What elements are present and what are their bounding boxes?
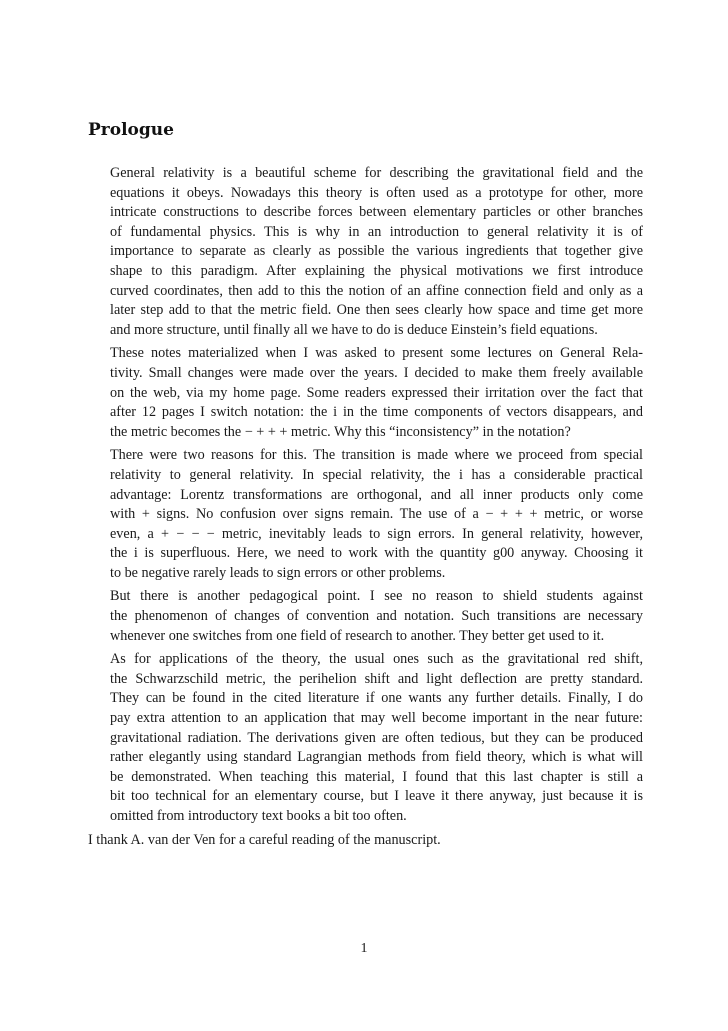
text-line: gravitational radiation. The derivations given are often tedious, but they can be produced: [110, 729, 643, 746]
section-heading: Prologue: [88, 120, 174, 140]
text-line: I thank A. van der Ven for a careful reading of the manuscript.: [88, 831, 441, 848]
text-line: even, a + − − − metric, inevitably leads to sign errors. In general relativity, however,: [110, 525, 643, 542]
text-line: to be negative rarely leads to sign errors or other problems.: [110, 564, 446, 581]
text-line: They can be found in the cited literature if one wants any further details. Finally, I do: [110, 690, 643, 707]
text-line: the phenomenon of changes of convention and notation. Such transitions are necessary: [110, 608, 643, 625]
text-line: relativity to general relativity. In special relativity, the i has a considerable practical: [110, 466, 643, 483]
paragraph-1: [88, 164, 643, 340]
text-line: curved coordinates, then add to this the notion of an affine connection field and only as a: [110, 282, 643, 299]
paragraph-5: [88, 650, 643, 826]
text-line: with + signs. No confusion over signs remain. The use of a − + + + metric, or worse: [110, 506, 643, 523]
text-line: pay extra attention to an application that may well become important in the near future:: [110, 710, 643, 727]
text-line: of fundamental physics. This is why in an introduction to general relativity it is of: [110, 223, 643, 240]
text-line: There were two reasons for this. The transition is made where we proceed from special: [110, 447, 643, 464]
text-line: after 12 pages I switch notation: the i in the time components of vectors disappears, and: [110, 404, 643, 421]
text-line: later step add to that the metric field. One then sees clearly how space and time get more: [110, 302, 643, 319]
text-line: rather elegantly using standard Lagrangian methods from field theory, which is what will: [110, 749, 643, 766]
text-line: tivity. Small changes were made over the years. I decided to make them freely available: [110, 364, 643, 381]
text-line: equations it obeys. Nowadays this theory is often used as a prototype for other, more: [110, 184, 643, 201]
text-line: whenever one switches from one field of research to another. They better get used to it.: [110, 627, 605, 644]
text-line: These notes materialized when I was asked to present some lectures on General Rela-: [110, 345, 643, 362]
text-line: omitted from introductory text books a bit too often.: [110, 808, 407, 824]
text-line: and more structure, until finally all we have to do is deduce Einstein’s field equations.: [110, 321, 598, 338]
text-line: the Schwarzschild metric, the perihelion shift and light deflection are pretty standard.: [110, 670, 643, 687]
text-line: the metric becomes the − + + + metric. Why this “inconsistency” in the notation?: [110, 423, 571, 440]
text-line: General relativity is a beautiful scheme for describing the gravitational field and the: [110, 165, 643, 181]
text-line: be demonstrated. When teaching this material, I found that this last chapter is still a: [110, 768, 643, 785]
text-line: advantage: Lorentz transformations are orthogonal, and all inner products only come: [110, 486, 643, 503]
paragraph-2: [88, 344, 643, 442]
body-text: [88, 164, 643, 850]
paragraph-3: [88, 446, 643, 583]
paragraph-4: [88, 587, 643, 646]
acknowledgment: [88, 831, 643, 851]
page-number: 1: [360, 941, 368, 956]
text-line: the i is superfluous. Here, we need to work with the quantity g00 anyway. Choosing it: [110, 545, 643, 562]
text-line: on the web, via my home page. Some readers expressed their irritation over the fact that: [110, 384, 643, 401]
text-line: importance to separate as clearly as possible the various ingredients that together give: [110, 243, 643, 260]
text-line: shape to this paradigm. After explaining the physical motivations we first introduce: [110, 262, 643, 279]
text-line: But there is another pedagogical point. I see no reason to shield students against: [110, 588, 643, 605]
text-line: intricate constructions to describe forces between elementary particles or other branches: [110, 204, 643, 221]
text-line: bit too technical for an elementary course, but I leave it there anyway, just because it is: [110, 788, 643, 805]
text-line: As for applications of the theory, the usual ones such as the gravitational red shift,: [110, 651, 643, 668]
